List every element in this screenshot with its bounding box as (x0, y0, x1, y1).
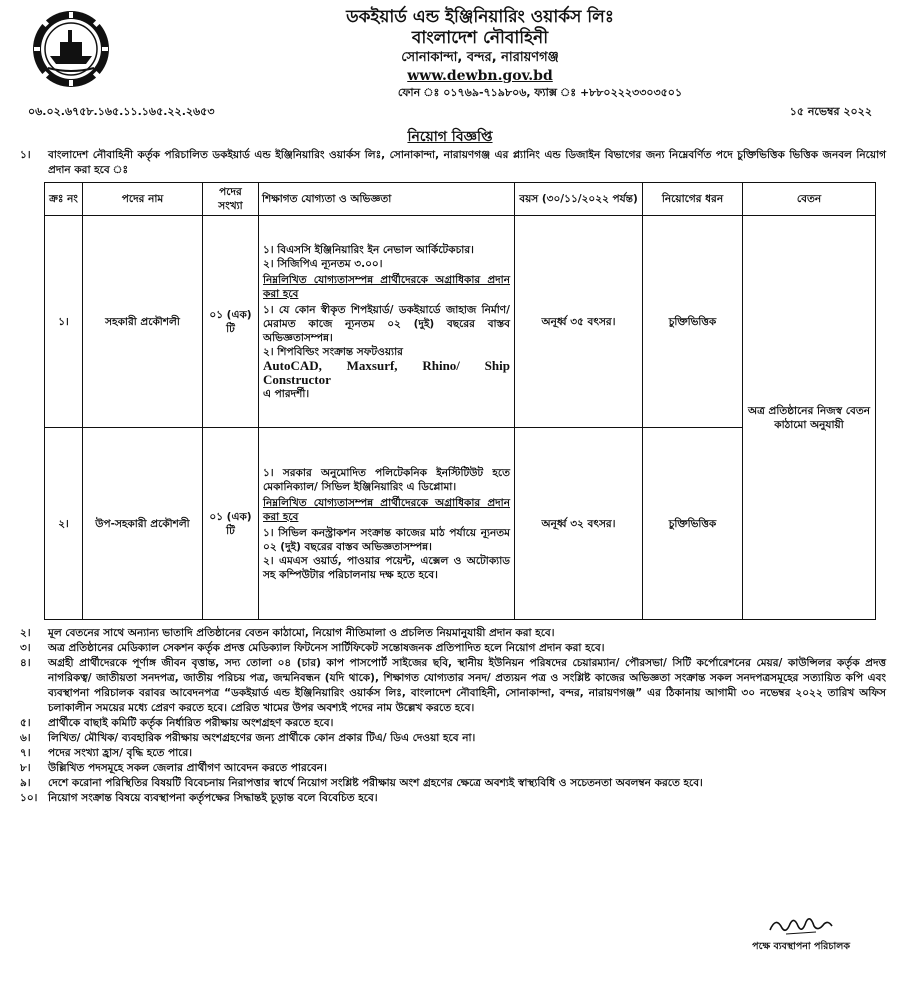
clause-text: উল্লিখিত পদসমূহে সকল জেলার প্রার্থীগণ আবেদন করতে পারবেন। (48, 762, 327, 774)
notice-date: ১৫ নভেম্বর ২০২২ (789, 105, 872, 118)
letterhead (74, 6, 886, 101)
vacancy-table (44, 182, 876, 620)
memo-number: ০৬.০২.৬৭৫৮.১৬৫.১১.১৬৫.২২.২৬৫৩ (28, 105, 215, 118)
clause-text: প্রার্থীকে বাছাই কমিটি কর্তৃক নির্ধারিত পরীক্ষায় অংশগ্রহণ করতে হবে। (48, 717, 334, 729)
clauses-list (14, 626, 886, 806)
table-header-row (45, 183, 876, 216)
clause-text: বাংলাদেশ নৌবাহিনী কর্তৃক পরিচালিত ডকইয়ার্ড এন্ড ইঞ্জিনিয়ারিং ওয়ার্কস লিঃ, সোনাকান্দা, নারায়ণগঞ্জ এর প্ল্যানিং এন্ড ডিজাইন বিভাগের জন্য নিম্নেবর্ণিত পদে চুক্তিভিত্তিক ভিত্তিক জনবল নিয়োগ প্রদান করা হবে ঃ (48, 149, 886, 176)
clause-item (14, 626, 886, 641)
header-age: বয়স (৩০/১১/২০২২ পর্যন্ত) (515, 183, 643, 216)
row-quantity: ০১ (এক) টি (203, 428, 259, 620)
education-item: ১। বিএসসি ইঞ্জিনিয়ারিং ইন নেভাল আর্কিটেকচার। (263, 243, 474, 256)
clause-number: ৩। (20, 642, 31, 654)
table-row (45, 216, 876, 428)
header-type: নিয়োগের ধরন (643, 183, 743, 216)
clause-number: ৪। (20, 657, 31, 669)
header-quantity: পদের সংখ্যা (203, 183, 259, 216)
clause-number: ১। (20, 149, 31, 161)
clause-item (14, 731, 886, 746)
clause-item (14, 776, 886, 791)
navy-logo-icon (30, 8, 112, 90)
clause-number: ১০। (20, 792, 38, 804)
row-type: চুক্তিভিত্তিক (643, 216, 743, 428)
clause-item (14, 761, 886, 776)
navy-name: বাংলাদেশ নৌবাহিনী (411, 28, 549, 48)
organization-name: ডকইয়ার্ড এন্ড ইঞ্জিনিয়ারিং ওয়ার্কস লিঃ (346, 7, 614, 27)
row-education (259, 428, 515, 620)
header-serial: ক্রঃ নং (45, 183, 83, 216)
education-item: ২। শিপবিল্ডিং সংক্রান্ত সফটওয়্যার (263, 345, 403, 358)
clause-number: ৭। (20, 747, 31, 759)
education-item: ২। সিজিপিএ ন্যূনতম ৩.০০। (263, 257, 383, 270)
clause-number: ২। (20, 627, 31, 639)
clause-text: অগ্রহী প্রার্থীদেরকে পূর্ণাঙ্গ জীবন বৃত্তান্ত, সদ্য তোলা ০৪ (চার) কাপ পাসপোর্ট সাইজের ছবি, স্থানীয় ইউনিয়ন পরিষদের চেয়ারম্যান/ পৌরসভা/ সিটি কর্পোরেশনের মেয়র/ কাউন্সিলর কর্তৃক প্রদত্ত নাগরিকত্ব/ জাতীয়তা সনদপত্র, জাতীয় পরিচয় পত্র, জন্মনিবন্ধন (যদি থাকে), শিক্ষাগত যোগ্যতার সনদ/ প্রত্যয়ন পত্র ও সংশ্লিষ্ট কাজের অভিজ্ঞতা সংক্রান্ত সকল সনদপত্রসমূহের সত্যায়িত কপি এবং ব্যবস্থাপনা পরিচালক বরাবর আবেদনপত্র “ডকইয়ার্ড এন্ড ইঞ্জিনিয়ারিং ওয়ার্কস লিঃ, বাংলাদেশ নৌবাহিনী, সোনাকান্দা, বন্দর, নারায়ণগঞ্জ” এর ঠিকানায় আগামী ৩০ নভেম্বর ২০২২ তারিখ অফিস চলাকালীন সময়ের মধ্যে প্রেরণ করতে হবে। প্রেরিত খামের উপর অবশ্যই পদের নাম উল্লেখ করতে হবে। (48, 657, 886, 714)
header-salary: বেতন (743, 183, 876, 216)
education-item: এ পারদর্শী। (263, 387, 310, 400)
row-type: চুক্তিভিত্তিক (643, 428, 743, 620)
clause-number: ৯। (20, 777, 31, 789)
priority-heading: নিম্নলিখিত যোগ্যতাসম্পন্ন প্রার্থীদেরকে অগ্রাধিকার প্রদান করা হবে (263, 496, 510, 523)
clause-item (14, 716, 886, 731)
row-age: অনূর্ধ্ব ৩৫ বৎসর। (515, 216, 643, 428)
education-item: ১। যে কোন স্বীকৃত শিপইয়ার্ড/ ডকইয়ার্ডে জাহাজ নির্মাণ/মেরামত কাজে ন্যূনতম ০২ (দুই) বছরের বাস্তব অভিজ্ঞতাসম্পন্ন। (263, 303, 510, 344)
clause-number: ৮। (20, 762, 31, 774)
education-item: ১। সিভিল কনস্ট্রাকশন সংক্রান্ত কাজের মাঠ পর্যায়ে ন্যূনতম ০২ (দুই) বছরের বাস্তব অভিজ্ঞতাসম্পন্ন। (263, 526, 510, 553)
organization-address: সোনাকান্দা, বন্দর, নারায়ণগঞ্জ (401, 50, 559, 65)
website-link[interactable]: www.dewbn.gov.bd (407, 68, 553, 84)
clause-item (14, 641, 886, 656)
row-serial: ২। (45, 428, 83, 620)
row-age: অনূর্ধ্ব ৩২ বৎসর। (515, 428, 643, 620)
clause-item (14, 656, 886, 716)
intro-paragraph (14, 148, 886, 178)
row-quantity: ০১ (এক) টি (203, 216, 259, 428)
contact-line: ফোন ঃ ০১৭৬৯-৭১৯৮০৬, ফ্যাক্স ঃ +৮৮০২২২৩৩০৩৫০১ (397, 86, 683, 99)
row-education (259, 216, 515, 428)
clause-text: পদের সংখ্যা হ্রাস/ বৃদ্ধি হতে পারে। (48, 747, 192, 759)
clause-text: লিখিত/ মৌখিক/ ব্যবহারিক পরীক্ষায় অংশগ্রহণের জন্য প্রার্থীকে কোন প্রকার টিএ/ ডিএ দেওয়া হবে না। (48, 732, 476, 744)
salary-cell: অত্র প্রতিষ্ঠানের নিজস্ব বেতন কাঠামো অনুযায়ী (743, 216, 876, 620)
header-post: পদের নাম (83, 183, 203, 216)
clause-item (14, 791, 886, 806)
clause-text: মূল বেতনের সাথে অন্যান্য ভাতাদি প্রতিষ্ঠানের বেতন কাঠামো, নিয়োগ নীতিমালা ও প্রচলিত নিয়মানুযায়ী প্রদান করা হবে। (48, 627, 555, 639)
row-serial: ১। (45, 216, 83, 428)
clause-item (14, 746, 886, 761)
row-post: সহকারী প্রকৌশলী (83, 216, 203, 428)
software-list: AutoCAD, Maxsurf, Rhino/ Ship Constructor (263, 357, 510, 387)
priority-heading: নিম্নলিখিত যোগ্যতাসম্পন্ন প্রার্থীদেরকে অগ্রাধিকার প্রদান করা হবে (263, 273, 510, 300)
clause-number: ৫। (20, 717, 31, 729)
header-education: শিক্ষাগত যোগ্যতা ও অভিজ্ঞতা (259, 183, 515, 216)
notice-title: নিয়োগ বিজ্ঞপ্তি (407, 129, 493, 145)
clause-number: ৬। (20, 732, 31, 744)
signature-icon (766, 912, 836, 938)
signatory-title: পক্ষে ব্যবস্থাপনা পরিচালক (752, 941, 850, 952)
signature-block (752, 912, 850, 955)
row-post: উপ-সহকারী প্রকৌশলী (83, 428, 203, 620)
reference-row (14, 103, 886, 122)
clause-text: অত্র প্রতিষ্ঠানের মেডিক্যাল সেকশন কর্তৃক প্রদত্ত মেডিক্যাল ফিটনেস সার্টিফিকেট সন্তোষজনক প্রতিপাদিত হলে নিয়োগ প্রদান করা হবে। (48, 642, 605, 654)
clause-text: দেশে করোনা পরিস্থিতির বিষয়টি বিবেচনায় নিরাপত্তার স্বার্থে নিয়োগ সংশ্লিষ্ট পরীক্ষায় অংশ গ্রহণের ক্ষেত্রে অবশ্যই স্বাস্থ্যবিধি ও সচেতনতা অবলম্বন করতে হবে। (48, 777, 703, 789)
education-item: ১। সরকার অনুমোদিত পলিটেকনিক ইনস্টিটিউট হতে মেকানিক্যাল/ সিভিল ইঞ্জিনিয়ারিং এ ডিপ্লোমা। (263, 466, 510, 493)
clause-text: নিয়োগ সংক্রান্ত বিষয়ে ব্যবস্থাপনা কর্তৃপক্ষের সিদ্ধান্তই চূড়ান্ত বলে বিবেচিত হবে। (48, 792, 378, 804)
education-item: ২। এমএস ওয়ার্ড, পাওয়ার পয়েন্ট, এক্সেল ও অটোক্যাড সহ কম্পিউটার পরিচালনায় দক্ষ হতে হবে। (263, 554, 510, 581)
